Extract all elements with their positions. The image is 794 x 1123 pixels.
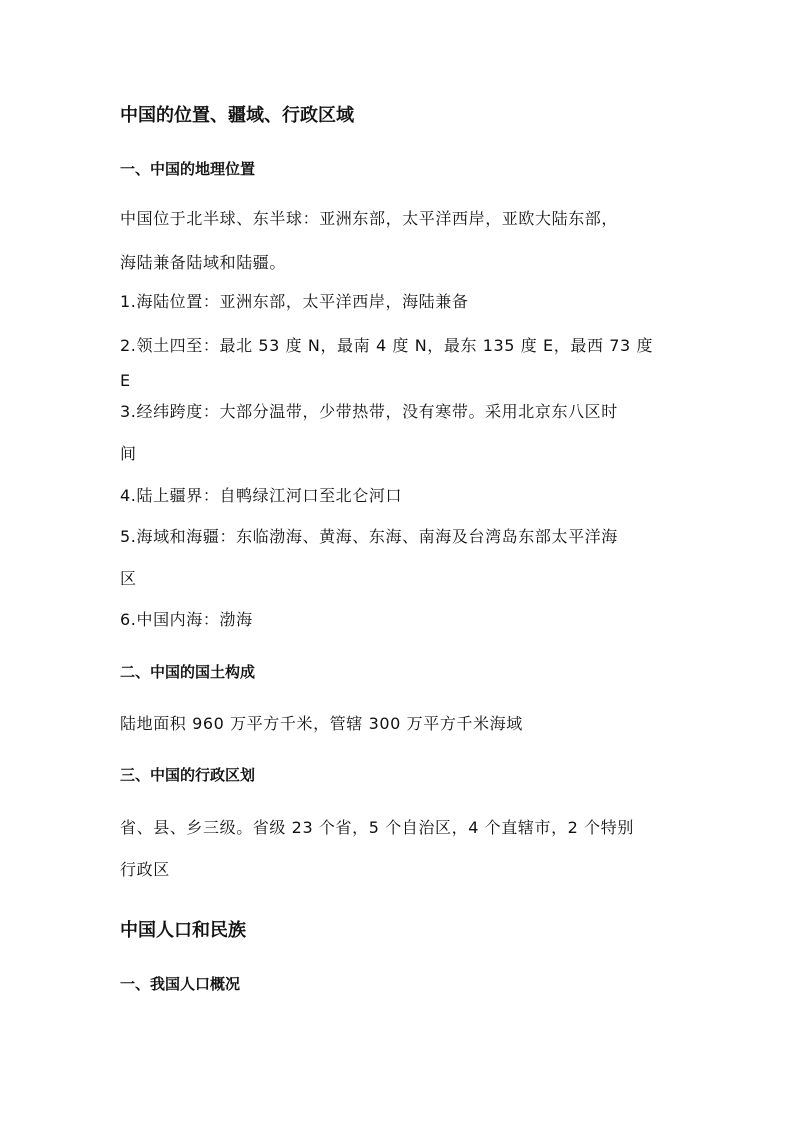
subsection-heading-territory: 二、中国的国土构成 bbox=[120, 663, 256, 681]
subsection-heading-population-overview: 一、我国人口概况 bbox=[120, 975, 241, 993]
list-item-continuation: 区 bbox=[120, 569, 137, 588]
section-title-location: 中国的位置、疆域、行政区域 bbox=[120, 105, 354, 126]
list-item: 3.经纬跨度：大部分温带，少带热带，没有寒带。采用北京东八区时 bbox=[120, 402, 618, 421]
paragraph-line: 中国位于北半球、东半球：亚洲东部，太平洋西岸，亚欧大陆东部， bbox=[120, 209, 619, 228]
list-item-continuation: E bbox=[120, 371, 131, 390]
list-item: 2.领土四至：最北 53 度 N，最南 4 度 N，最东 135 度 E，最西 73 度 bbox=[120, 336, 654, 355]
list-item-continuation: 间 bbox=[120, 444, 137, 463]
subsection-heading-geo-position: 一、中国的地理位置 bbox=[120, 160, 256, 178]
paragraph-line: 海陆兼备陆域和陆疆。 bbox=[120, 253, 287, 272]
section-title-population: 中国人口和民族 bbox=[120, 920, 246, 941]
list-item: 6.中国内海：渤海 bbox=[120, 610, 253, 629]
paragraph-line: 省、县、乡三级。省级 23 个省，5 个自治区，4 个直辖市，2 个特别 bbox=[120, 818, 634, 837]
list-item: 1.海陆位置：亚洲东部，太平洋西岸，海陆兼备 bbox=[120, 292, 469, 311]
paragraph-line: 陆地面积 960 万平方千米，管辖 300 万平方千米海域 bbox=[120, 714, 523, 733]
list-item: 4.陆上疆界：自鸭绿江河口至北仑河口 bbox=[120, 486, 403, 505]
paragraph-line: 行政区 bbox=[120, 860, 170, 879]
subsection-heading-admin-division: 三、中国的行政区划 bbox=[120, 766, 256, 784]
list-item: 5.海域和海疆：东临渤海、黄海、东海、南海及台湾岛东部太平洋海 bbox=[120, 527, 618, 546]
